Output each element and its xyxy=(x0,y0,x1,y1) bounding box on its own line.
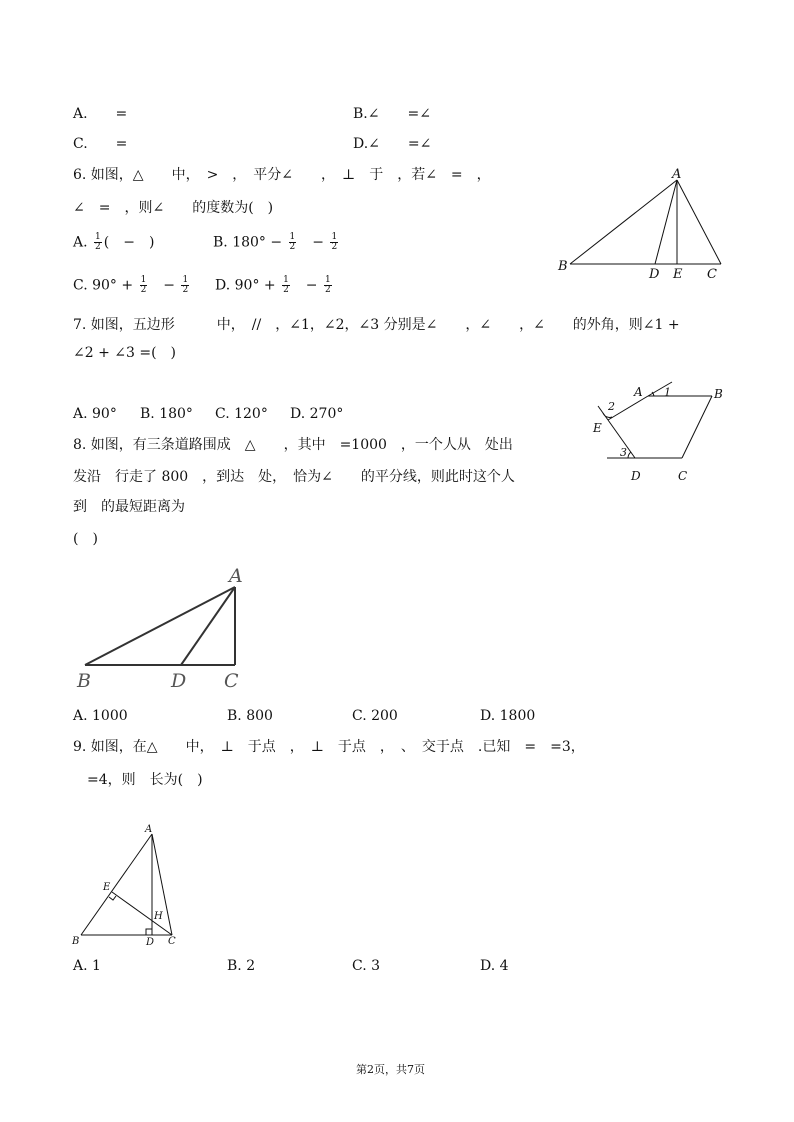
q6-option-c-prefix: C. 90° + xyxy=(73,277,134,294)
q6-option-b-mid: − xyxy=(298,234,325,251)
q5-option-a: A. = xyxy=(73,106,128,122)
fraction-half: $\frac{1}{2}$ xyxy=(325,275,331,295)
q6-label-b: B xyxy=(558,259,568,274)
q9-stem-line1: 9. 如图，在△ 中， ⊥ 于点 ， ⊥ 于点 ， 、 交于点 .已知 = =3， xyxy=(73,739,585,755)
q6-option-d xyxy=(215,276,334,295)
q8-option-a: A. 1000 xyxy=(73,708,128,724)
q7-label-1: 1 xyxy=(664,386,671,399)
q6-option-d-prefix: D. 90° + xyxy=(215,277,276,294)
q8-label-b: B xyxy=(77,670,91,692)
q6-stem-line1: 6. 如图，△ 中， > ， 平分∠ ， ⊥ 于 ，若∠ = ， xyxy=(73,167,491,183)
q7-label-a: A xyxy=(634,385,643,399)
q7-option-c: C. 120° xyxy=(215,406,268,422)
q6-option-c xyxy=(73,276,191,295)
q7-label-2: 2 xyxy=(608,400,615,413)
fraction-half: $\frac{1}{2}$ xyxy=(182,275,189,295)
q7-label-3: 3 xyxy=(620,446,627,459)
q9-label-a: A xyxy=(145,824,153,835)
q8-stem-line3: 到 的最短距离为 xyxy=(73,499,185,515)
q9-triangle-figure xyxy=(68,820,188,950)
q7-label-c: C xyxy=(678,469,688,483)
q7-stem-line1: 7. 如图，五边形 中， // ，∠1，∠2，∠3 分别是∠ ，∠ ，∠ 的外角，则∠1 + xyxy=(73,317,680,333)
fraction-half: $\frac{1}{2}$ xyxy=(331,232,338,252)
q7-stem-line2: ∠2 + ∠3 =( ) xyxy=(73,345,177,361)
q8-stem-line4: ( ) xyxy=(73,531,98,547)
q7-option-a: A. 90° xyxy=(73,406,117,422)
q6-label-e: E xyxy=(673,267,683,282)
q8-option-d: D. 1800 xyxy=(480,708,536,724)
q5-option-b: B.∠ =∠ xyxy=(353,106,431,122)
q7-label-d: D xyxy=(631,469,641,483)
q9-label-b: B xyxy=(72,936,80,947)
q6-option-b-prefix: B. 180° − xyxy=(213,234,283,251)
fraction-half: $\frac{1}{2}$ xyxy=(283,275,289,295)
q6-option-b xyxy=(213,233,340,252)
fraction-half: $\frac{1}{2}$ xyxy=(289,232,296,252)
q7-label-b: B xyxy=(714,387,723,401)
q8-option-c: C. 200 xyxy=(352,708,398,724)
fraction-half: $\frac{1}{2}$ xyxy=(140,275,147,295)
q6-option-a-prefix: A. xyxy=(73,234,88,251)
q6-label-d: D xyxy=(649,267,660,282)
q8-triangle-figure xyxy=(75,565,265,690)
q9-label-e: E xyxy=(103,882,111,893)
q6-stem-line2: ∠ = ，则∠ 的度数为( ) xyxy=(73,200,274,216)
q9-label-d: D xyxy=(146,937,155,948)
q9-option-d: D. 4 xyxy=(480,958,509,974)
q6-label-c: C xyxy=(707,267,717,282)
q9-label-h: H xyxy=(154,911,163,922)
q8-option-b: B. 800 xyxy=(227,708,273,724)
q7-label-e: E xyxy=(593,421,602,435)
q8-label-c: C xyxy=(224,670,239,692)
q9-option-c: C. 3 xyxy=(352,958,381,974)
q9-option-b: B. 2 xyxy=(227,958,256,974)
q6-option-d-mid: − xyxy=(291,277,318,294)
page-footer: 第2页，共7页 xyxy=(356,1063,425,1076)
q6-triangle-figure xyxy=(555,168,735,288)
q9-option-a: A. 1 xyxy=(73,958,101,974)
q9-stem-line2: =4，则 长为( ) xyxy=(73,772,203,788)
q5-option-c: C. = xyxy=(73,136,128,152)
q6-label-a: A xyxy=(672,167,682,182)
fraction-half: $\frac{1}{2}$ xyxy=(95,232,101,252)
q8-stem-line2: 发沿 行走了 800 ，到达 处， 恰为∠ 的平分线，则此时这个人 xyxy=(73,469,515,485)
q8-stem-line1: 8. 如图，有三条道路围成 △ ，其中 =1000 ，一个人从 处出 xyxy=(73,437,513,453)
q8-label-d: D xyxy=(171,670,187,692)
q9-label-c: C xyxy=(168,936,176,947)
q7-option-d: D. 270° xyxy=(290,406,344,422)
q6-option-c-mid: − xyxy=(149,277,176,294)
q8-label-a: A xyxy=(229,565,243,587)
q5-option-d: D.∠ =∠ xyxy=(353,136,432,152)
q7-option-b: B. 180° xyxy=(140,406,193,422)
q7-pentagon-figure xyxy=(590,380,740,490)
q6-option-a xyxy=(73,233,154,252)
q6-option-a-suffix: ( − ) xyxy=(103,234,155,251)
